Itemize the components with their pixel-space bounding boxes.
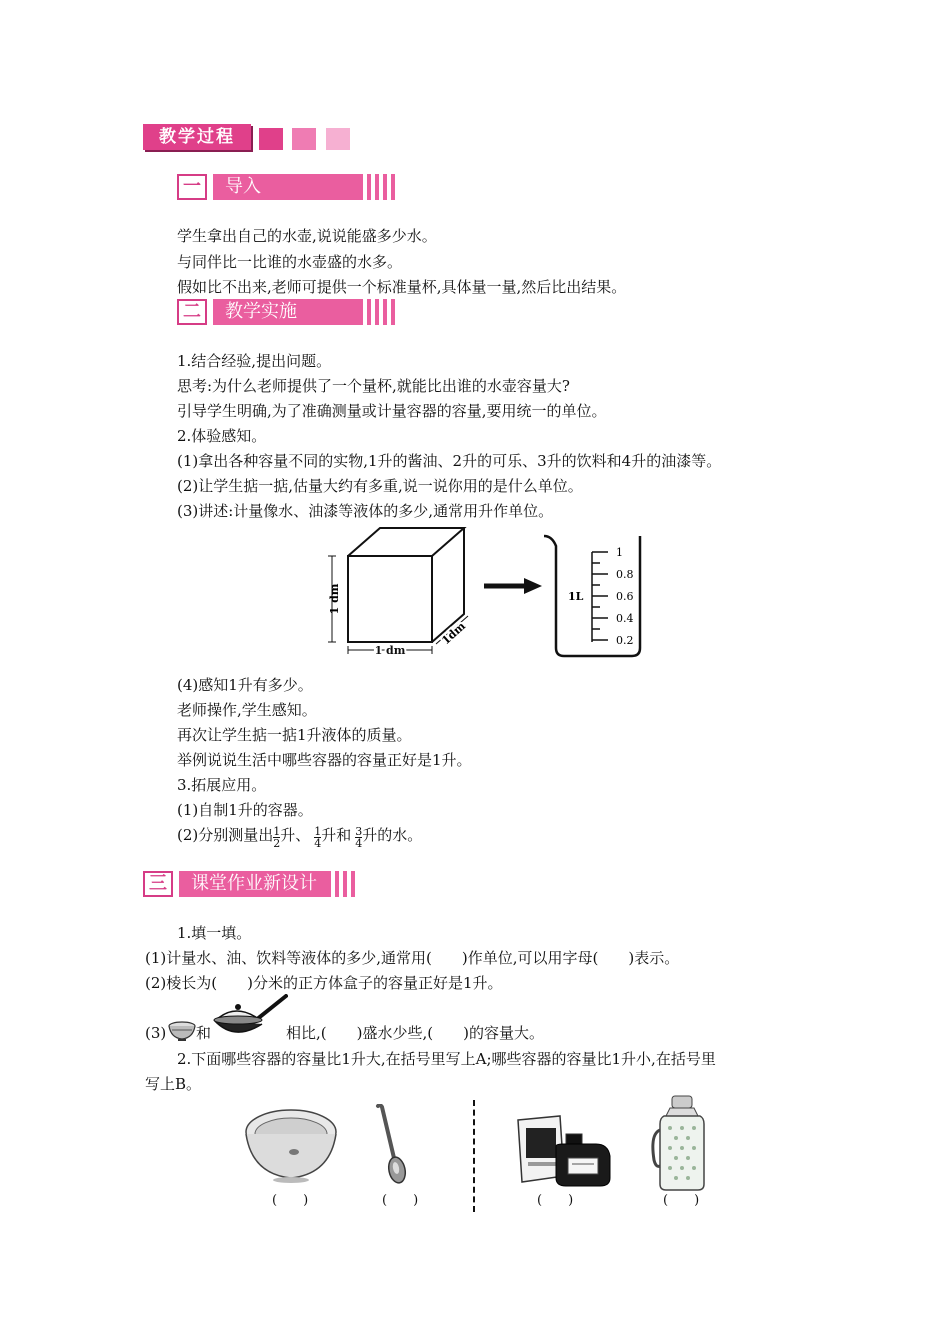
paragraph-line: 再次让学生掂一掂1升液体的质量。	[177, 726, 412, 744]
beaker-tick-label: 0.4	[616, 612, 634, 625]
question-item: 相比,( )盛水少些,( )的容量大。	[286, 1024, 544, 1042]
fraction-line-text: 升和	[321, 826, 352, 844]
beaker-tick-label: 0.2	[616, 634, 634, 647]
banner-stripes	[335, 871, 359, 897]
cube-height-label: 1 dm	[328, 583, 341, 615]
header-square-decoration	[292, 128, 316, 150]
beaker-scale	[592, 552, 608, 642]
answer-blank[interactable]: ( )	[537, 1193, 574, 1208]
answer-blank[interactable]: ( )	[382, 1193, 419, 1208]
beaker-tick-label: 1	[616, 546, 623, 559]
section-number: 三	[143, 871, 173, 897]
section-title: 课堂作业新设计	[179, 871, 331, 897]
paragraph-line: 1.结合经验,提出问题。	[177, 352, 332, 370]
beaker-tick-label: 0.8	[616, 568, 634, 581]
arrow-right-icon	[484, 578, 542, 594]
question-title: 1.填一填。	[177, 924, 252, 942]
paragraph-line: (1)自制1升的容器。	[177, 801, 313, 819]
banner-stripes	[367, 174, 397, 200]
paragraph-line: 举例说说生活中哪些容器的容量正好是1升。	[177, 751, 472, 769]
paragraph-line: (4)感知1升有多少。	[177, 676, 313, 694]
paragraph-line: (1)拿出各种容量不同的实物,1升的酱油、2升的可乐、3升的饮料和4升的油漆等。	[177, 452, 722, 470]
section-title: 导入	[213, 174, 363, 200]
divider-dashed	[473, 1100, 475, 1212]
cube-width-label: 1 dm	[374, 644, 406, 657]
cube-drawing	[348, 528, 464, 642]
question-item-prefix: (3)	[145, 1024, 167, 1042]
paragraph-line: (2)让学生掂一掂,估量大约有多重,说一说你用的是什么单位。	[177, 477, 583, 495]
question-and-text: 和	[196, 1024, 212, 1042]
beaker-label: 1L	[568, 590, 584, 603]
thermos-image	[650, 1094, 714, 1194]
header-square-decoration	[326, 128, 350, 150]
section-title: 教学实施	[213, 299, 363, 325]
paragraph-line: 思考:为什么老师提供了一个量杯,就能比出谁的水壶容量大?	[177, 377, 570, 395]
fraction-one-half: $\frac{1}{2}$	[273, 826, 281, 850]
paragraph-line: 3.拓展应用。	[177, 776, 267, 794]
paragraph-line: 与同伴比一比谁的水壶盛的水多。	[177, 253, 403, 271]
section-banner-teaching	[177, 299, 397, 325]
question-item: (2)棱长为( )分米的正方体盒子的容量正好是1升。	[145, 974, 503, 992]
answer-blank[interactable]: ( )	[663, 1193, 700, 1208]
page-section-header: 教学过程	[143, 124, 251, 150]
basin-image	[244, 1108, 338, 1184]
question-item: 2.下面哪些容器的容量比1升大,在括号里写上A;哪些容器的容量比1升小,在括号里	[177, 1050, 716, 1068]
paragraph-line: 假如比不出来,老师可提供一个标准量杯,具体量一量,然后比出结果。	[177, 278, 627, 296]
paragraph-line: 2.体验感知。	[177, 427, 267, 445]
fraction-line-prefix: (2)分别测量出	[177, 826, 274, 844]
answer-blank[interactable]: ( )	[272, 1193, 309, 1208]
wok-icon	[212, 994, 288, 1042]
section-number: 二	[177, 299, 207, 325]
section-banner-intro	[177, 174, 397, 200]
question-item: (1)计量水、油、饮料等液体的多少,通常用( )作单位,可以用字母( )表示。	[145, 949, 680, 967]
spoon-image	[372, 1104, 412, 1186]
section-number: 一	[177, 174, 207, 200]
paragraph-line: 学生拿出自己的水壶,说说能盛多少水。	[177, 227, 437, 245]
paragraph-line: (3)讲述:计量像水、油漆等液体的多少,通常用升作单位。	[177, 502, 554, 520]
fraction-line	[177, 826, 422, 860]
fraction-line-text: 升的水。	[362, 826, 423, 844]
paragraph-line: 老师操作,学生感知。	[177, 701, 317, 719]
beaker-tick-label: 0.6	[616, 590, 634, 603]
fraction-three-quarters: $\frac{3}{4}$	[355, 826, 363, 850]
header-square-decoration	[259, 128, 283, 150]
fraction-one-quarter: $\frac{1}{4}$	[314, 826, 322, 850]
banner-stripes	[367, 299, 397, 325]
section-banner-homework	[143, 871, 363, 897]
question-item: 写上B。	[145, 1075, 202, 1093]
fraction-line-text: 升、	[280, 826, 311, 844]
paragraph-line: 引导学生明确,为了准确测量或计量容器的容量,要用统一的单位。	[177, 402, 607, 420]
ink-bottle-image	[516, 1114, 616, 1188]
cube-depth-label: 1dm	[439, 619, 469, 648]
bowl-icon	[168, 1020, 196, 1042]
cube-to-liter-figure	[318, 524, 648, 662]
